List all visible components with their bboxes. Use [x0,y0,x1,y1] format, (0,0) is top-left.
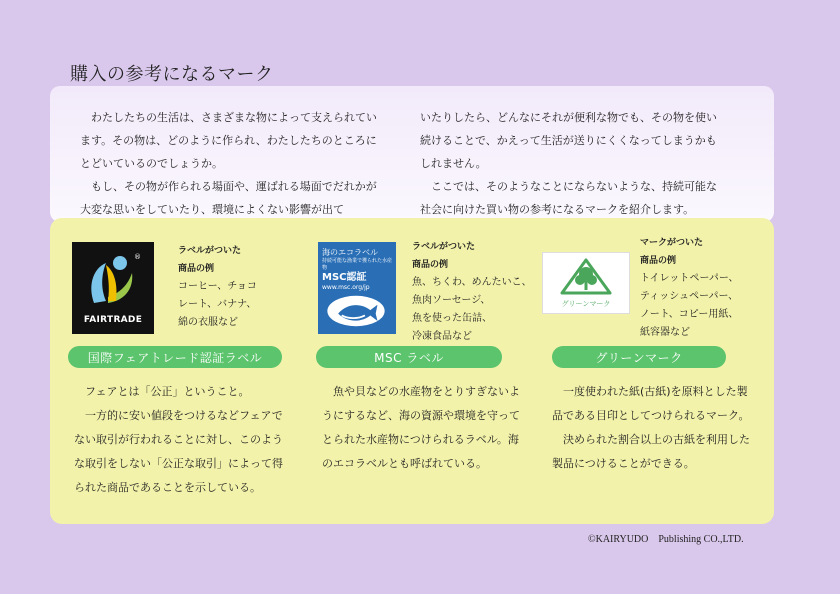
msc-logo-line: MSC認証 [322,272,367,283]
tree-icon [558,257,614,297]
intro-paragraph: いたりしたら、どんなにそれが便利な物でも、その物を使い続けることで、かえって生活が送りにくくなってしまうかもしれません。 [420,111,717,170]
fish-icon [322,294,390,328]
greenmark-card [534,218,774,524]
product-example-line: コーヒー、チョコ [178,281,257,292]
product-examples [178,278,257,332]
product-example-line: 魚肉ソーセージ、 [412,295,491,306]
intro-paragraph: わたしたちの生活は、さまざまな物によって支えられています。その物は、どのように作られ、わたしたちのところにとどいているのでしょうか。 [80,111,377,170]
description-paragraph: 一度使われた紙(古紙)を原料とした製品である目印としてつけられるマーク。 [552,385,750,422]
description-paragraph: フェアとは「公正」ということ。 [85,385,250,398]
fairtrade-icon [84,251,142,311]
product-example-line: ノート、コピー用紙、 [640,309,739,320]
greenmark-label-pill: グリーンマーク [552,346,726,368]
product-example-line: トイレットペーパー、 [640,273,739,284]
label-heading-line: 商品の例 [178,264,215,274]
product-example-line: 魚、ちくわ、めんたいこ、 [412,277,532,288]
product-example-line: 冷凍食品など [412,331,472,342]
fairtrade-description [74,380,288,500]
product-examples [640,270,739,342]
msc-card [294,218,534,524]
marks-panel [50,218,774,524]
msc-logo [318,242,396,334]
label-heading-line: ラベルがついた [412,242,476,252]
intro-paragraph: ここでは、そのようなことにならないような、持続可能な社会に向けた買い物の参考になるマークを紹介します。 [420,180,717,216]
msc-description [322,380,524,476]
product-example-line: レート、バナナ、 [178,299,257,310]
label-heading [412,238,475,274]
product-example-line: 紙容器など [640,327,690,338]
label-heading-line: ラベルがついた [178,246,242,256]
greenmark-logo [542,252,630,314]
fairtrade-logo-text: FAIRTRADE [83,315,143,325]
label-heading [640,234,703,270]
label-heading-line: 商品の例 [640,256,677,266]
description-paragraph: 一方的に安い値段をつけるなどフェアでない取引が行われることに対し、このような取引をしない「公正な取引」によって得られた商品であることを示している。 [74,409,283,494]
intro-panel [50,86,774,222]
description-paragraph: 決められた割合以上の古紙を利用した製品につけることができる。 [552,433,750,470]
svg-text:®: ® [134,253,141,261]
description-paragraph: 魚や貝などの水産物をとりすぎないようにするなど、海の資源や環境を守ってとられた水産物につけられるラベル。海のエコラベルとも呼ばれている。 [322,385,520,470]
page-title: 購入の参考になるマーク [70,64,274,85]
greenmark-description [552,380,758,476]
msc-logo-line: 海のエコラベル [322,248,378,257]
label-heading-line: 商品の例 [412,260,449,270]
label-heading-line: マークがついた [640,238,704,248]
msc-logo-line: www.msc.org/jp [322,284,370,291]
label-heading [178,242,241,278]
intro-paragraph: もし、その物が作られる場面や、運ばれる場面でだれかが大変な思いをしていたり、環境によくない影響が出て [80,180,377,216]
product-examples [412,274,532,346]
product-example-line: ティッシュペーパー、 [640,291,739,302]
msc-logo-line: 持続可能な漁業で獲られた水産物 [322,258,393,271]
product-example-line: 魚を使った缶詰、 [412,313,492,324]
intro-left-column [80,106,384,221]
intro-right-column [420,106,724,221]
greenmark-logo-text: グリーンマーク [561,300,611,308]
product-example-line: 綿の衣服など [178,317,238,328]
msc-label-pill: MSC ラベル [316,346,502,368]
fairtrade-card [50,218,290,524]
copyright-notice: ©KAIRYUDO Publishing CO.,LTD. [588,534,744,545]
fairtrade-logo [72,242,154,334]
fairtrade-label-pill: 国際フェアトレード認証ラベル [68,346,282,368]
